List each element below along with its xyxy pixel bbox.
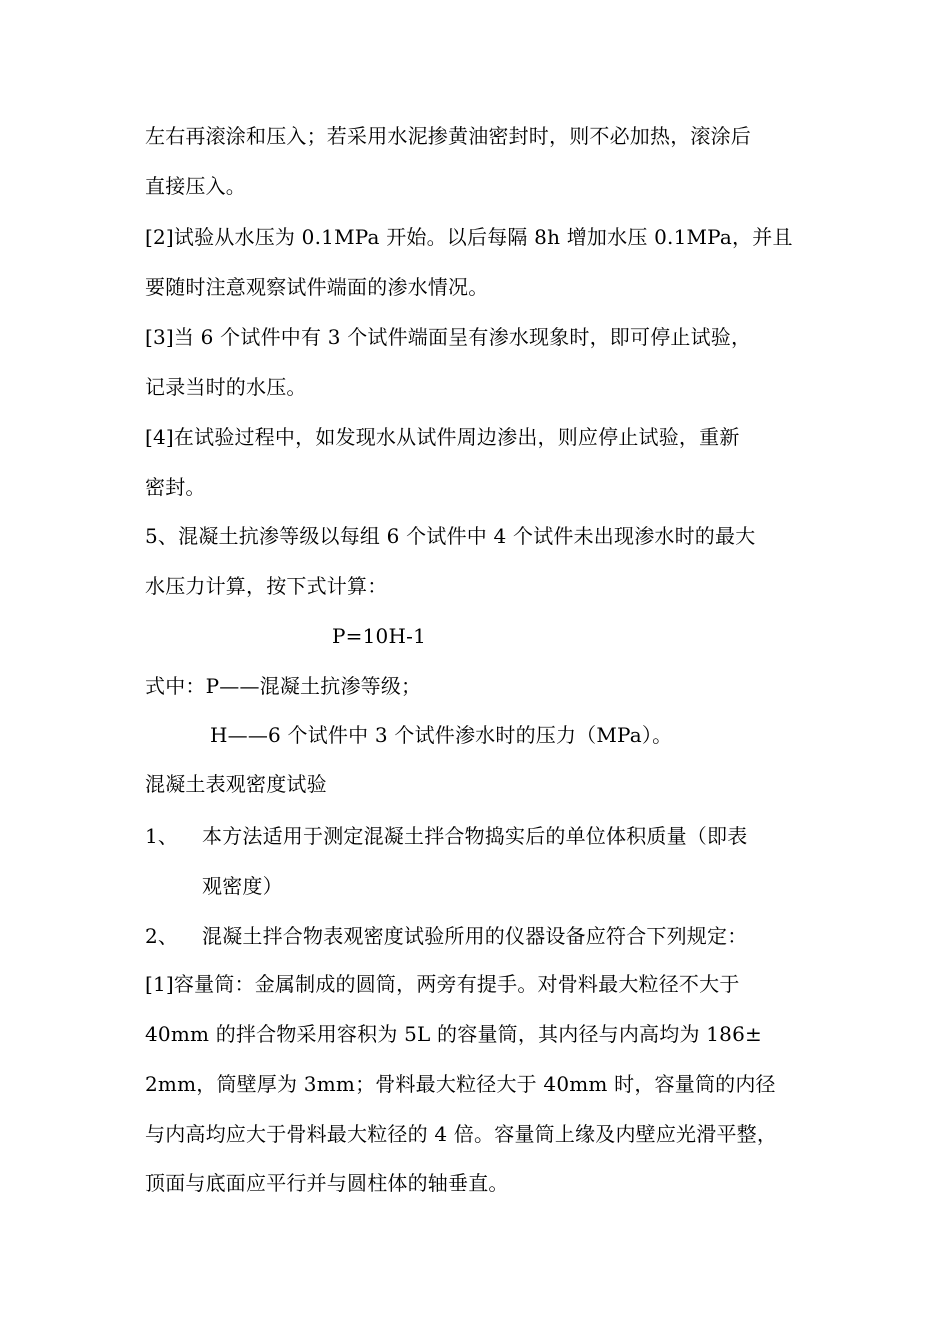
text-line: [1]容量筒：金属制成的圆筒，两旁有提手。对骨料最大粒径不大于: [145, 972, 740, 996]
text-line: 5、混凝土抗渗等级以每组 6 个试件中 4 个试件未出现渗水时的最大: [145, 524, 756, 548]
list-item-text: 混凝土拌合物表观密度试验所用的仪器设备应符合下列规定：: [202, 924, 748, 948]
list-item-text: 观密度）: [202, 874, 283, 898]
list-item-text: 本方法适用于测定混凝土拌合物捣实后的单位体积质量（即表: [202, 824, 748, 848]
text-line: 40mm 的拌合物采用容积为 5L 的容量筒，其内径与内高均为 186±: [145, 1022, 762, 1046]
text-line: 与内高均应大于骨料最大粒径的 4 倍。容量筒上缘及内壁应光滑平整，: [145, 1122, 778, 1146]
text-line: [3]当 6 个试件中有 3 个试件端面呈有渗水现象时，即可停止试验，: [145, 325, 752, 349]
text-line: 2mm，筒壁厚为 3mm；骨料最大粒径大于 40mm 时，容量筒的内径: [145, 1072, 776, 1096]
text-line: 密封。: [145, 475, 206, 499]
text-line: 要随时注意观察试件端面的渗水情况。: [145, 275, 489, 299]
text-line: [2]试验从水压为 0.1MPa 开始。以后每隔 8h 增加水压 0.1MPa，并且: [145, 225, 793, 249]
text-line: H——6 个试件中 3 个试件渗水时的压力（MPa）。: [210, 723, 673, 747]
text-line: 式中：P——混凝土抗渗等级；: [145, 674, 422, 698]
text-line: 左右再滚涂和压入；若采用水泥掺黄油密封时，则不必加热，滚涂后: [145, 124, 751, 148]
list-number: 1、: [145, 824, 179, 848]
list-number: 2、: [145, 924, 179, 948]
formula: P=10H-1: [332, 624, 426, 648]
text-line: 顶面与底面应平行并与圆柱体的轴垂直。: [145, 1171, 509, 1195]
text-line: 水压力计算，按下式计算：: [145, 574, 388, 598]
section-heading: 混凝土表观密度试验: [145, 772, 327, 796]
text-line: 直接压入。: [145, 174, 246, 198]
text-line: 记录当时的水压。: [145, 375, 307, 399]
text-line: [4]在试验过程中，如发现水从试件周边渗出，则应停止试验，重新: [145, 425, 740, 449]
